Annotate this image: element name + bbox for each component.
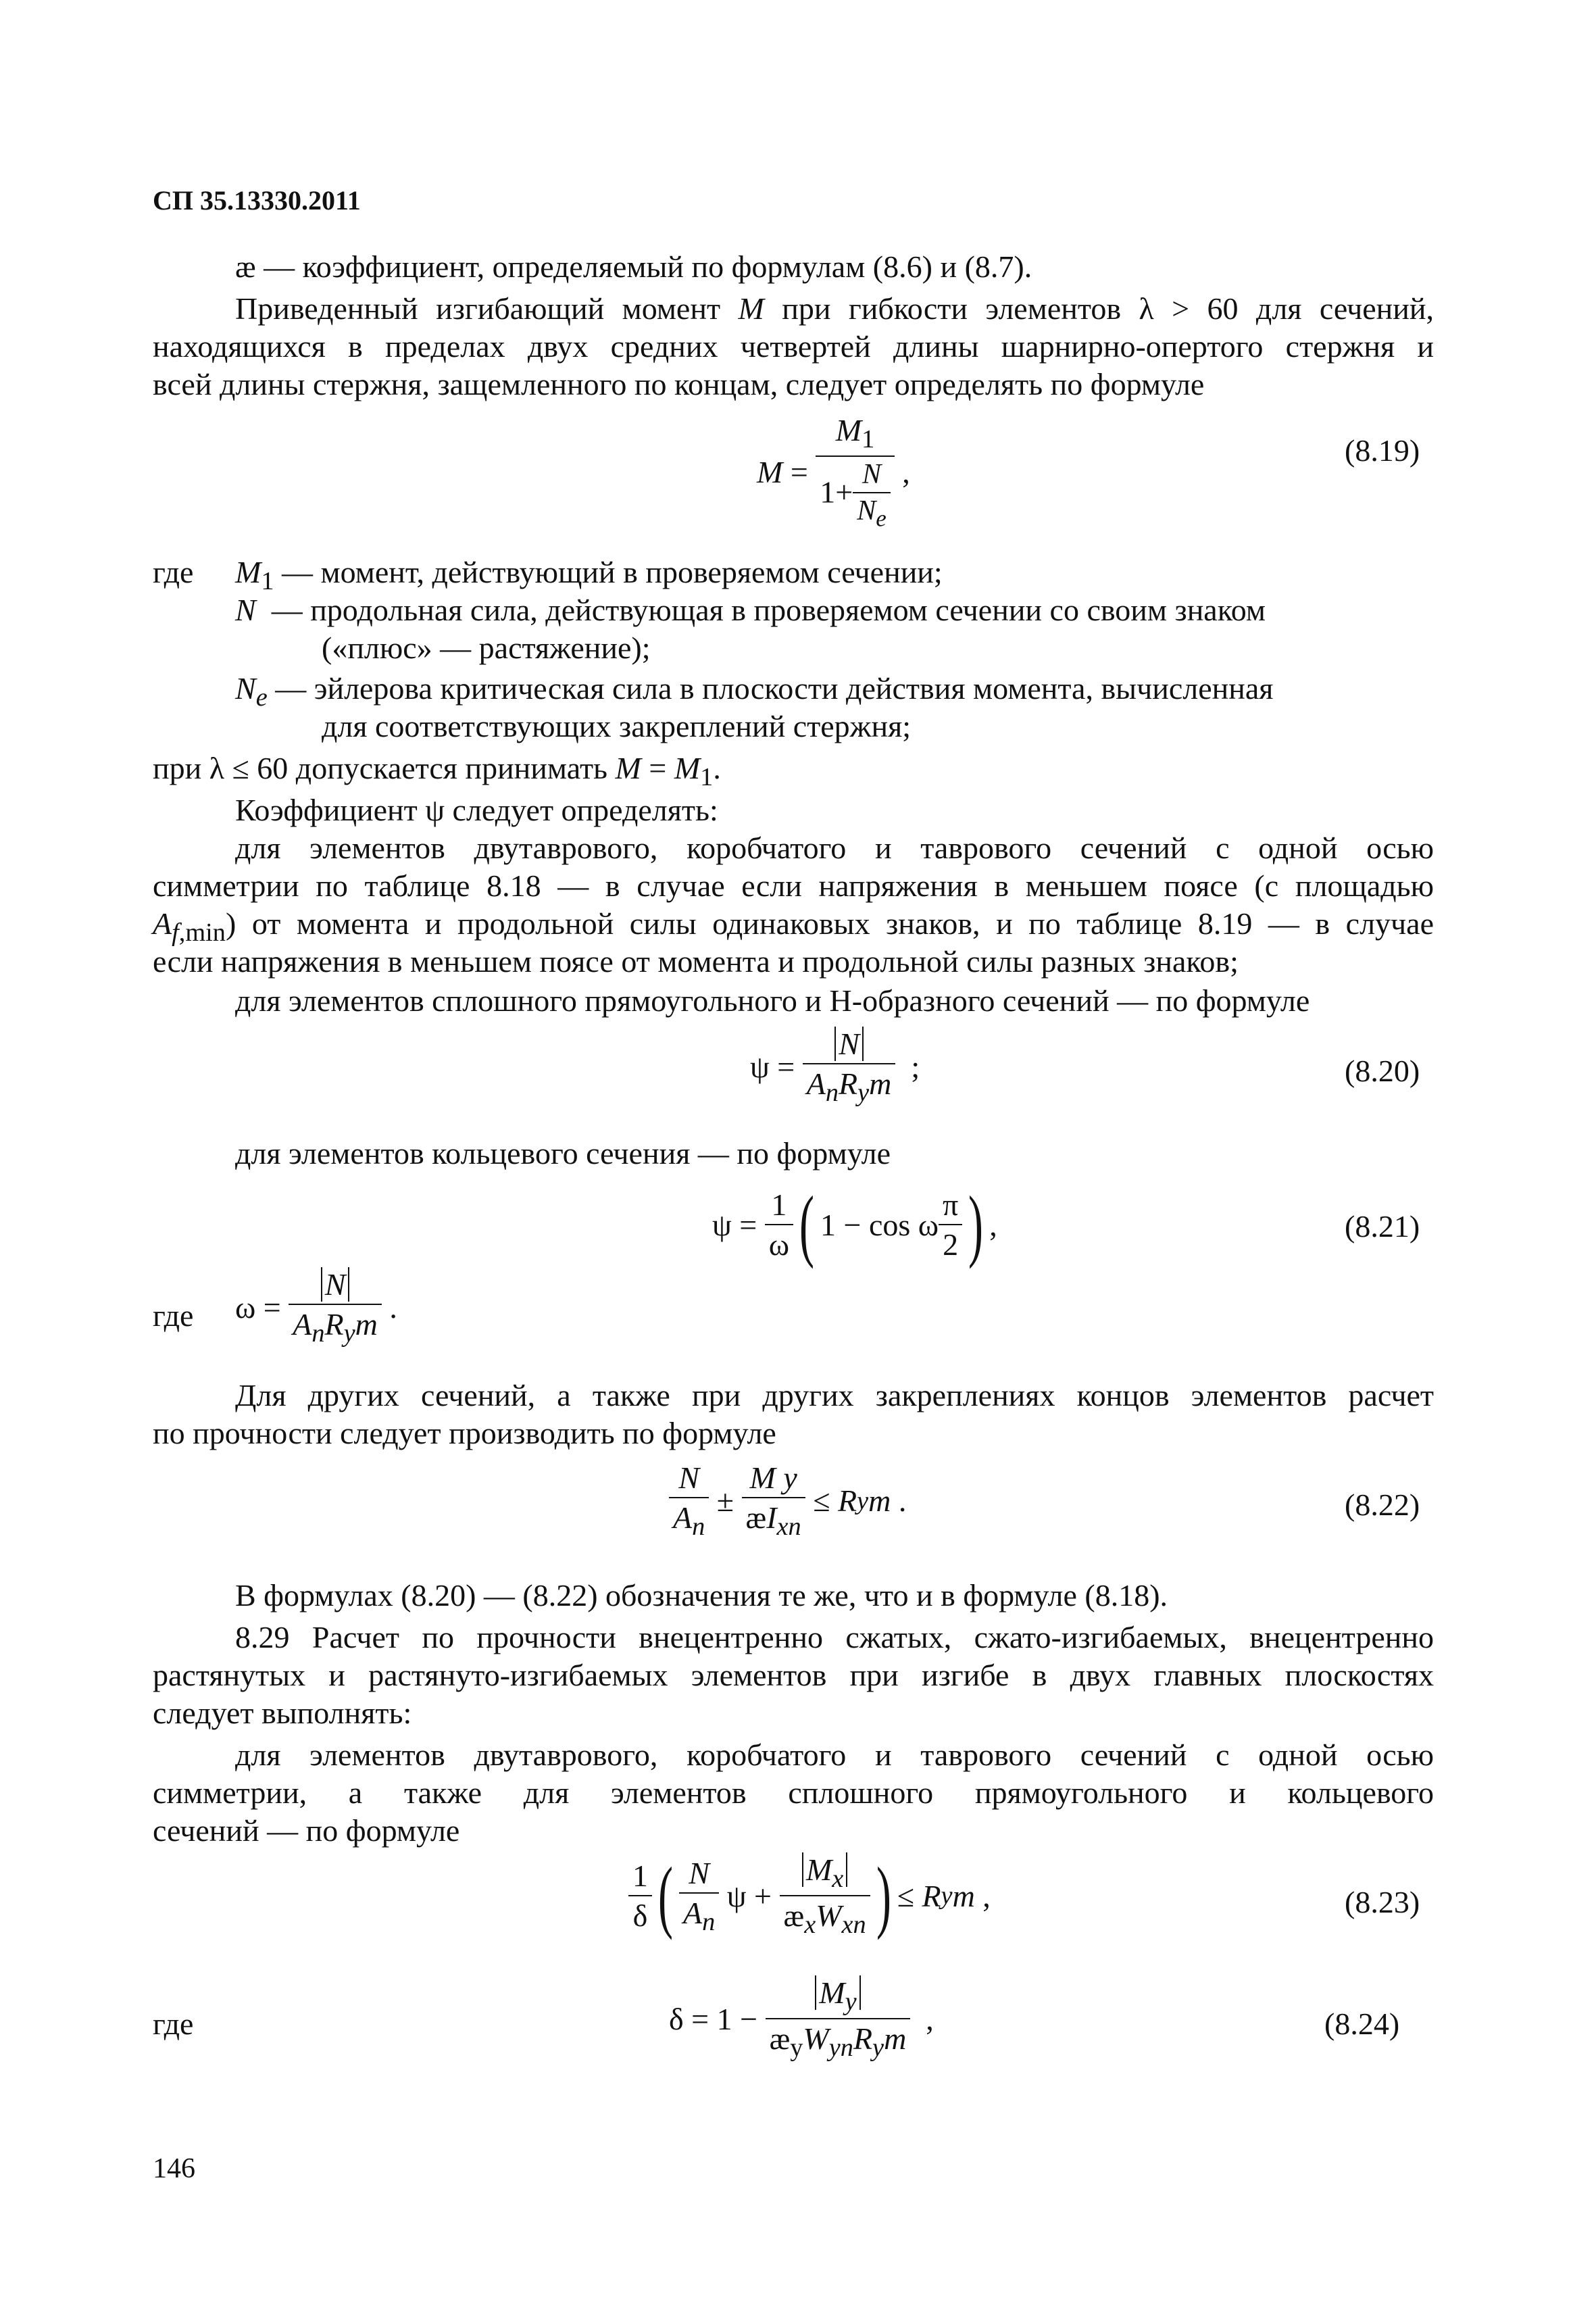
text-line: для элементов двутаврового, коробчатого и таврового сечений с одной осью [235, 1738, 1434, 1772]
text-line: где [153, 1298, 194, 1333]
formula-8-24: δ = 1 − $\frac{M_y}{æ_yW_{yn}R_ym}$ , [669, 1975, 934, 2063]
text-line: для элементов двутаврового, коробчатого и таврового сечений с одной осью [235, 831, 1434, 865]
text-line: следует выполнять: [153, 1696, 412, 1730]
text-line: если напряжения в меньшем поясе от момента и продольной силы разных знаков; [153, 944, 1239, 979]
equation-number: (8.19) [1345, 433, 1420, 468]
text-line: Приведенный изгибающий момент M при гибкости элементов λ > 60 для сечений, [235, 291, 1434, 326]
formula-8-22: $\frac{N}{A_n}$ ± $\frac{\text{M y}}{æI_{xn}}$ ≤ R y m . [669, 1460, 906, 1542]
equation-number: (8.22) [1345, 1487, 1420, 1522]
text-line: $A_{f,min}$) от момента и продольной силы одинаковых знаков, и по таблице 8.19 — в случае [153, 906, 1434, 947]
text-line: всей длины стержня, защемленного по концам, следует определять по формуле [153, 367, 1205, 401]
text-line: симметрии по таблице 8.18 — в случае если напряжения в меньшем поясе (с площадью [153, 868, 1434, 903]
text-line: где [153, 555, 194, 589]
text-line: Для других сечений, а также при других закреплениях концов элементов расчет [235, 1378, 1434, 1412]
text-line: сечений — по формуле [153, 1813, 460, 1848]
formula-8-23: $\frac{1}{\delta}$ ( $\frac{N}{A_n}$ ψ + $\frac{M_x}{æ_xW_{xn}}$ ) ≤ R y m , [628, 1852, 991, 1940]
text-line: растянутых и растянуто-изгибаемых элементов при изгибе в двух главных плоскостях [153, 1658, 1434, 1692]
page-number: 146 [153, 2153, 195, 2184]
text-line: находящихся в пределах двух средних четвертей длины шарнирно-опертого стержня и [153, 329, 1434, 364]
formula-omega: ω = $\frac{N}{A_nR_ym}$ . [235, 1267, 397, 1348]
equation-number: (8.21) [1345, 1209, 1420, 1244]
formula-8-19: M = $M_1$ 1+ $\frac{N}{N_e}$ , [757, 413, 910, 532]
text-line: æ — коэффициент, определяемый по формулам (8.6) и (8.7). [235, 249, 1032, 284]
text-line: для элементов сплошного прямоугольного и H-образного сечений — по формуле [235, 983, 1310, 1018]
text-line: В формулах (8.20) — (8.22) обозначения те же, что и в формуле (8.18). [235, 1578, 1168, 1613]
text-line: где [153, 2007, 194, 2041]
text-line: для соответствующих закреплений стержня; [322, 709, 912, 743]
text-line: («плюс» — растяжение); [322, 631, 651, 665]
text-line: при λ ≤ 60 допускается принимать $M = M_1$. [153, 751, 721, 792]
equation-number: (8.20) [1345, 1054, 1420, 1088]
text-line: $M_1$ — момент, действующий в проверяемом сечении; [235, 555, 943, 596]
text-line: 8.29 Расчет по прочности внецентренно сжатых, сжато-изгибаемых, внецентренно [235, 1620, 1434, 1654]
formula-8-21: ψ = $\frac{1}{\omega}$ ( 1 − cos ω $\frac{\pi}{2}$ ) , [712, 1179, 997, 1269]
text-line: симметрии, а также для элементов сплошного прямоугольного и кольцевого [153, 1775, 1434, 1810]
text-line: N — продольная сила, действующая в проверяемом сечении со своим знаком [235, 593, 1266, 627]
text-line: $N_e$ — эйлерова критическая сила в плоскости действия момента, вычисленная [235, 671, 1274, 712]
text-line: по прочности следует производить по формуле [153, 1416, 776, 1450]
equation-number: (8.23) [1345, 1885, 1420, 1919]
document-header: СП 35.13330.2011 [153, 185, 361, 216]
text-line: Коэффициент ψ следует определять: [235, 793, 718, 827]
equation-number: (8.24) [1324, 2007, 1400, 2041]
formula-8-20: ψ = $\frac{N}{A_nR_ym}$ ; [750, 1027, 920, 1108]
text-line: для элементов кольцевого сечения — по формуле [235, 1136, 891, 1171]
